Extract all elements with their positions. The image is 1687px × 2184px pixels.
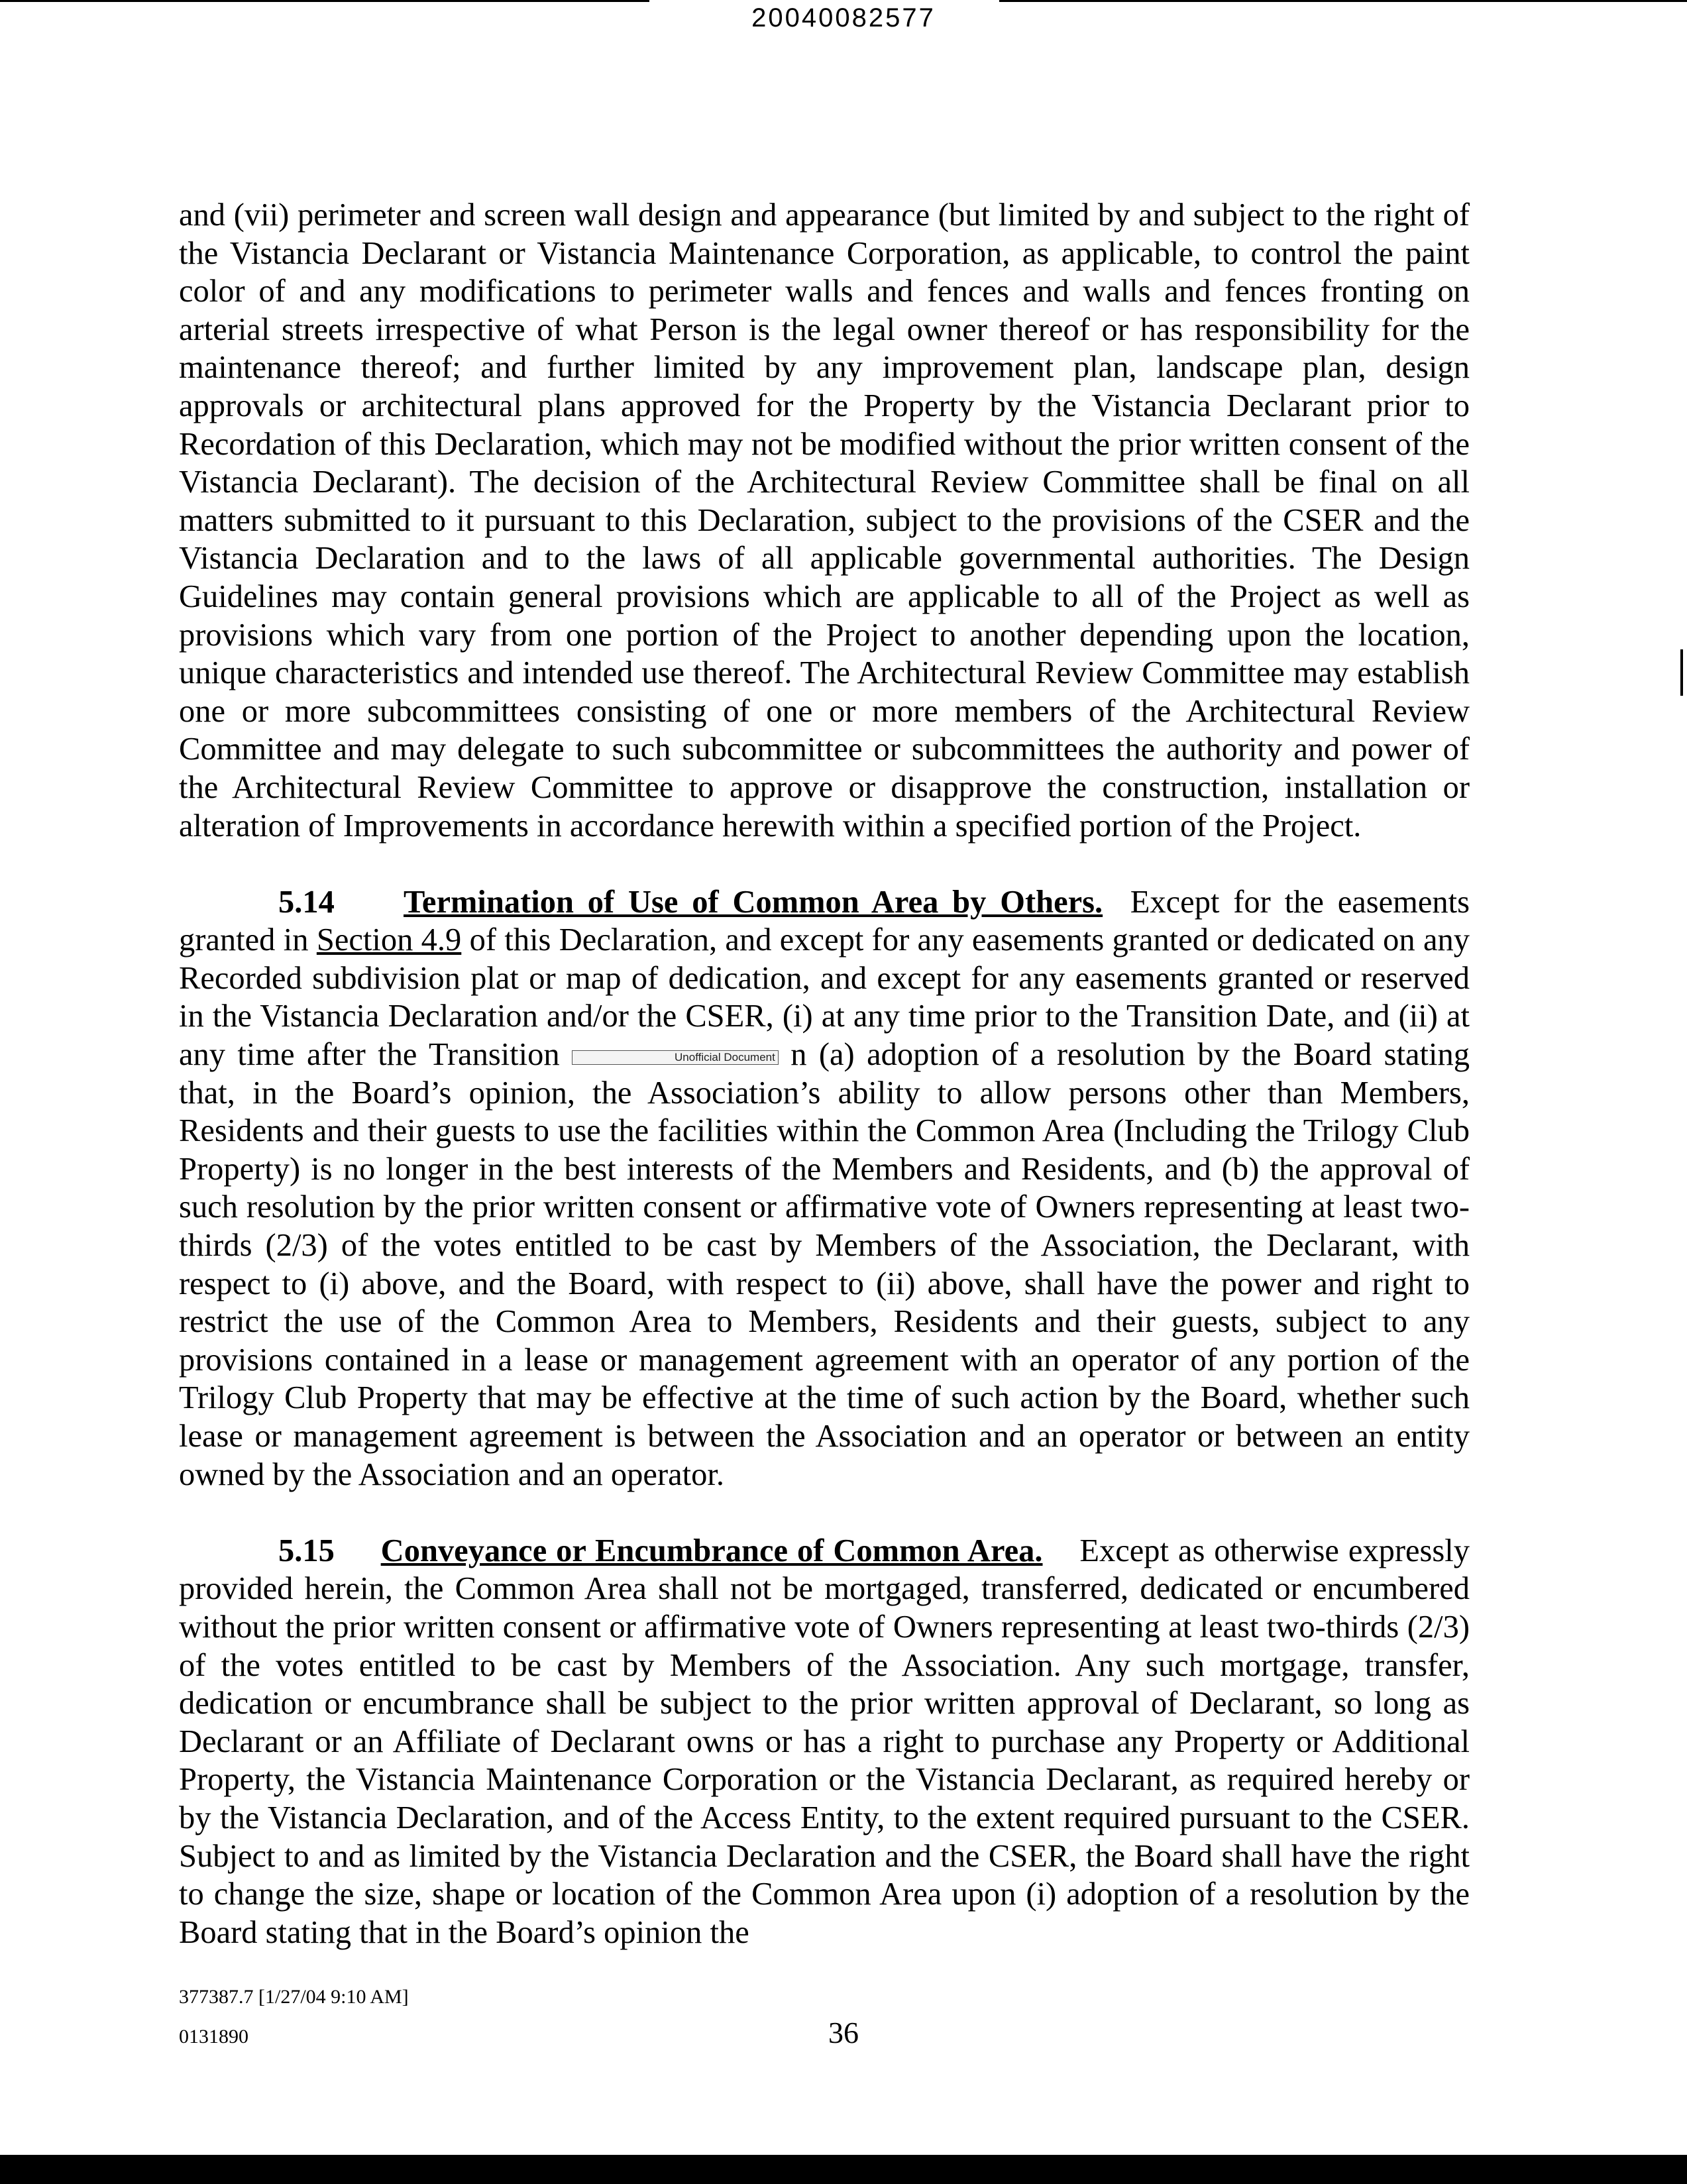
section-text: n (a) adoption of a resolution by the Board stating that, in the Board’s opinion, the Association’s ability to allow persons other than Members, Residents and their guests to use the facilities within the Common Area (Including the Trilogy Club Property) is no longer in the best interests of the Members and Residents, and (b) the approval of such resolution by the prior written consent or affirmative vote of Owners representing at least two-thirds (2/3) of the votes entitled to be cast by Members of the Association, the Declarant, with respect to (i) above, and the Board, with respect to (ii) above, shall have the power and right to restrict the use of the Common Area to Members, Residents and their guests, subject to any provisions contained in a lease or management agreement with an operator of any portion of the Trilogy Club Property that may be effective at the time of such action by the Board, whether such lease or management agreement is between the Association and an operator or between an entity owned by the Association and an operator. — [179, 1037, 1470, 1492]
section-text: of this Declaration, and except for any easements granted or dedicated on any Recorded subdivision plat or map of dedication, and except for any easements granted or reserved in the Vistancia Declaration and/or the CSER, (i) at any time prior to the Transition Date, and (ii) at any time after the Transition — [179, 922, 1470, 1073]
scan-edge-mark — [1680, 649, 1683, 696]
unofficial-document-stamp: Unofficial Document — [572, 1050, 779, 1065]
section-text: Except as otherwise expressly provided herein, the Common Area shall not be mortgaged, transferred, dedicated or encumbered without the prior written consent or affirmative vote of Owners representing at least two-thirds (2/3) of the votes entitled to be cast by Members of the Association. Any such mortgage, transfer, dedication or encumbrance shall be subject to the prior written approval of Declarant, so long as Declarant or an Affiliate of Declarant owns or has a right to purchase any Property or Additional Property, the Vistancia Maintenance Corporation or the Vistancia Declarant, as required hereby or by the Vistancia Declaration, and of the Access Entity, to the extent required pursuant to the CSER. Subject to and as limited by the Vistancia Declaration and the CSER, the Board shall have the right to change the size, shape or location of the Common Area upon (i) adoption of a resolution by the Board stating that in the Board’s opinion the — [179, 1533, 1470, 1950]
document-body — [179, 196, 1470, 1951]
document-number: 20040082577 — [751, 3, 936, 32]
section-number: 5.15 — [278, 1533, 335, 1568]
section-text: Except for the easements granted in — [179, 884, 1470, 958]
section-number: 5.14 — [278, 884, 335, 920]
section-title: Conveyance or Encumbrance of Common Area. — [380, 1533, 1043, 1568]
section-reference-link[interactable]: Section 4.9 — [316, 922, 462, 958]
footer-file-number: 0131890 — [179, 2026, 248, 2048]
section-5-15 — [179, 1532, 1470, 1952]
section-title: Termination of Use of Common Area by Others. — [404, 884, 1103, 920]
section-5-14 — [179, 883, 1470, 1494]
page-number: 36 — [828, 2016, 859, 2049]
footer-doc-id: 377387.7 [1/27/04 9:10 AM] — [179, 1986, 409, 2008]
bottom-scan-border — [0, 2155, 1687, 2184]
paragraph-continuation: and (vii) perimeter and screen wall design and appearance (but limited by and subject to the right of the Vistancia Declarant or Vistancia Maintenance Corporation, as applicable, to control the paint color of and any modifications to perimeter walls and fences and walls and fences fronting on arterial streets irrespective of what Person is the legal owner thereof or has responsibility for the maintenance thereof; and further limited by any improvement plan, landscape plan, design approvals or architectural plans approved for the Property by the Vistancia Declarant prior to Recordation of this Declaration, which may not be modified without the prior written consent of the Vistancia Declarant). The decision of the Architectural Review Committee shall be final on all matters submitted to it pursuant to this Declaration, subject to the provisions of the CSER and the Vistancia Declaration and to the laws of all applicable governmental authorities. The Design Guidelines may contain general provisions which are applicable to all of the Project as well as provisions which vary from one portion of the Project to another depending upon the location, unique characteristics and intended use thereof. The Architectural Review Committee may establish one or more subcommittees consisting of one or more members of the Architectural Review Committee and may delegate to such subcommittee or subcommittees the authority and power of the Architectural Review Committee to approve or disapprove the construction, installation or alteration of Improvements in accordance herewith within a specified portion of the Project. — [179, 197, 1470, 844]
